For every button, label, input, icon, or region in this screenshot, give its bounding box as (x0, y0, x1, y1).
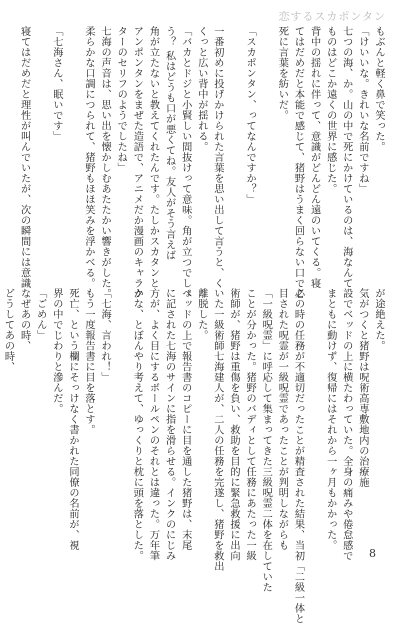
top-text-line: ものはどこか遠くの世界に感じた。 (324, 26, 336, 194)
text-block-top (14, 26, 386, 299)
bottom-text-line: 死亡、という欄にそっけなく書かれた同僚の名前が、視 (66, 288, 78, 551)
running-header-title: 恋するスカポンタン (278, 10, 386, 23)
bottom-text-line: 目された呪霊が一級呪霊であったことが判明しながらも (276, 288, 288, 551)
bottom-text-line: いた一級術師七海建人が、二人の任務を完遂し、猪野を救出 (211, 288, 223, 572)
top-text-line: くっと広い背中が揺れる。 (195, 26, 207, 152)
bottom-text-line: 気がつくと猪野は呪術高専敷地内の治療施 (356, 288, 368, 488)
page-body (2, 26, 386, 624)
bottom-text-line: 界の中でじわりと滲んだ。 (50, 288, 62, 414)
bottom-text-line: なぜあの時、 (18, 288, 30, 351)
top-text-line: 「バカとドジと小賢しい間抜けって意味。角が立つでしょ (179, 26, 191, 299)
page-number: 8 (369, 547, 376, 560)
bottom-text-line: 「ごめん」 (34, 288, 46, 341)
bottom-text-line: ベッドの上で報告書のコピーに目を通した猪野は、末尾 (179, 288, 191, 551)
top-text-line: 死に言葉を紡いだ。 (276, 26, 288, 121)
top-text-line: 背中の揺れに伴って、意識がどんどん遠のいてくる。寝 (308, 26, 320, 289)
bottom-text-line: 「一級呪霊」に呼応して集まってきた三級呪霊二体を在していた (260, 288, 272, 593)
top-text-line: てはだめだと本能で感じて、猪野はうまく回らない口で必 (292, 26, 304, 299)
bottom-text-line: この時の任務が不適切だったことが精査された結果、当初「二級一体と (292, 288, 304, 624)
bottom-text-line: 「七海、言われ！」 (99, 288, 111, 383)
top-text-line: ターのセリフのようでしたね」 (115, 26, 127, 173)
top-text-line: 柔らかな口調につられて、猪野もほほ笑みを浮かべる。 (83, 26, 95, 289)
bottom-text-line: かな、とぼんやり考えて、ゆっくりと枕に頭を落とした。 (131, 288, 143, 561)
top-text-line: 一番初めに投げかけられた言葉を思い出して言うと、く (211, 26, 223, 289)
bottom-text-line: 離脱した。 (195, 288, 207, 341)
top-text-line: もぶんと軽く鼻で笑った。 (373, 26, 384, 152)
top-text-line: 七つの海、か。山の中で死にかけているのは、海なんて (340, 26, 352, 289)
bottom-text-line: が途絶えた。 (373, 288, 384, 351)
bottom-text-line: まともに動けず、復帰にはそれから一ヶ月もかかった。 (324, 288, 336, 551)
top-text-line: う？ 私はどうも口が悪くてね。友人がそう言えば (163, 26, 175, 261)
bottom-text-line: もう一度報告書に目を落とす。 (83, 288, 95, 435)
bottom-text-line: ことが分かった。猪野のバディとして任務にあたった一級 (244, 288, 256, 561)
top-text-line: アンポンタンをまぜた造語で、アニメだか漫画のキャラク (131, 26, 143, 299)
bottom-text-line: 設でベッドの上に横たわっていた。全身の痛みや倦怠感で (340, 288, 352, 561)
top-text-line: 「けいいな。きれいな名前ですね」 (356, 26, 368, 194)
top-text-line: 「スカポンタン、ってなんですか？」 (244, 26, 256, 205)
bottom-text-line: に記された七海のサインに指を滑らせる。インクのにじみ (163, 288, 175, 561)
top-text-line: 角が立たないと教えてくれたんです。たしかスカタンと (147, 26, 159, 289)
bottom-text-line: 術師が、猪野は重傷を負い、救助を目的に緊急救援に出向 (228, 288, 240, 561)
text-block-bottom (2, 288, 386, 624)
top-text-line: 七海の声音は、思い出を懐かしむあたたかい響きがした。 (99, 26, 111, 299)
bottom-text-line: どうしてあの時、 (2, 288, 14, 372)
top-text-line: 「七海さん、眠いです」 (50, 26, 62, 142)
bottom-text-line: 方が、よく目にするボールペンのそれとは違った。万年筆 (147, 288, 159, 561)
top-text-line: 寝てはだめだと理性が叫んでいたが、次の瞬間には意識 (18, 26, 30, 289)
